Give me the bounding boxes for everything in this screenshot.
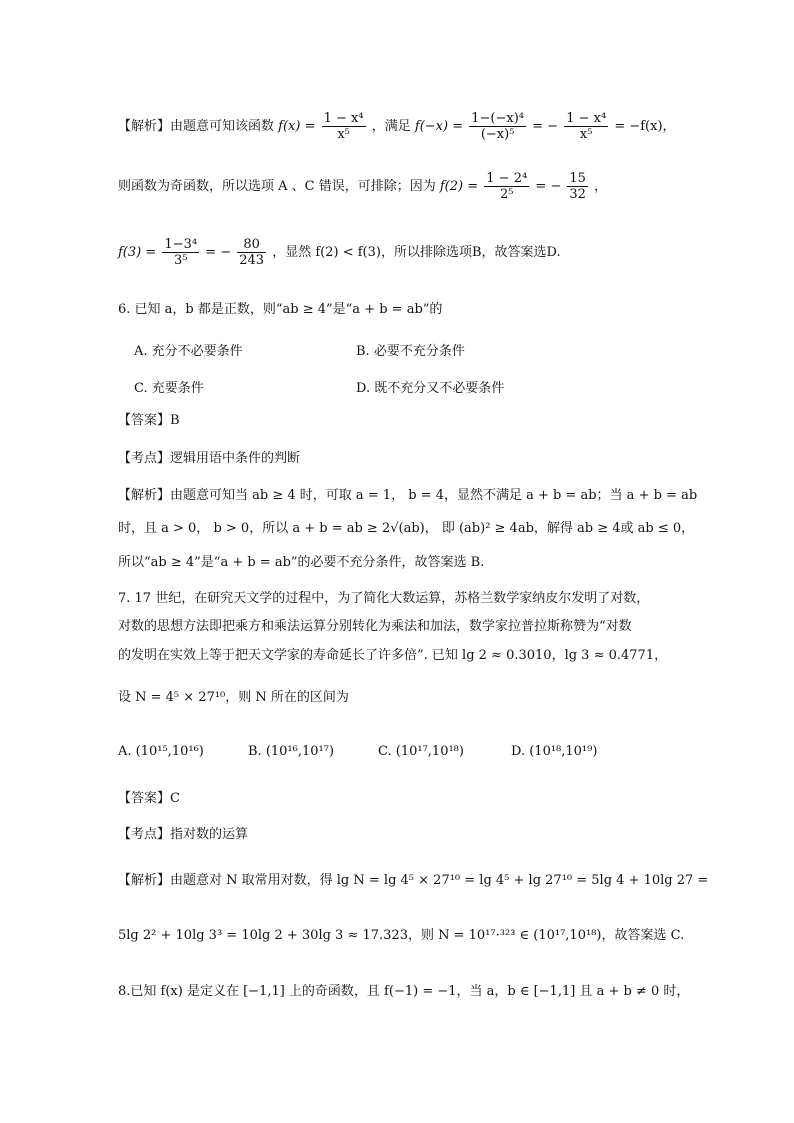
equals: = − (535, 179, 562, 194)
q7-option-c: C. (10¹⁷,10¹⁸) (378, 744, 464, 759)
function-f-2: f(2) = (439, 179, 479, 194)
q6-analysis-line-2: 时，且 a > 0， b > 0，所以 a + b = ab ≥ 2√(ab)， 即 (ab)² ≥ 4ab，解得 ab ≥ 4或 ab ≤ 0， (118, 521, 695, 536)
text: ， (594, 179, 608, 194)
q7-analysis-line-1: 【解析】由题意对 N 取常用对数，得 lg N = lg 4⁵ × 27¹⁰ = lg 4⁵ + lg 27¹⁰ = 5lg 4 + 10lg 27 = (118, 873, 709, 888)
fraction: $\frac{\text{1 − 2⁴}}{\text{2⁵}}$ (486, 171, 528, 202)
q7-stem-line-1: 7. 17 世纪，在研究天文学的过程中，为了简化大数运算，苏格兰数学家纳皮尔发明了对数， (118, 591, 650, 606)
fraction: $\frac{\text{1 − x⁴}}{\text{x⁵}}$ (323, 111, 364, 142)
fraction: $\frac{\text{1−(−x)⁴}}{\text{(−x)⁵}}$ (471, 111, 524, 142)
p5-analysis-line-2 (118, 172, 607, 201)
q6-option-d: D. 既不充分又不必要条件 (356, 381, 505, 396)
p5-analysis-line-1 (118, 112, 676, 141)
fraction: $\frac{80}{243}$ (239, 237, 265, 268)
q7-stem-line-3: 的发明在实效上等于把天文学家的寿命延长了许多倍”. 已知 lg 2 ≈ 0.3010，lg 3 ≈ 0.4771， (118, 648, 668, 663)
p5-analysis-label: 【解析】由题意可知该函数 (118, 119, 275, 134)
text: = −f(x)， (614, 119, 676, 134)
q7-stem-line-4: 设 N = 4⁵ × 27¹⁰，则 N 所在的区间为 (118, 690, 349, 705)
q6-analysis-line-1: 【解析】由题意可知当 ab ≥ 4 时，可取 a = 1， b = 4，显然不满足 a + b = ab；当 a + b = ab (118, 488, 698, 503)
text: ，满足 (371, 119, 411, 134)
q6-analysis-line-3: 所以“ab ≥ 4”是“a + b = ab”的必要不充分条件，故答案选 B. (118, 555, 485, 570)
function-f-x: f(x) = (278, 119, 316, 134)
q7-option-b: B. (10¹⁶,10¹⁷) (248, 744, 335, 759)
equals: = − (532, 119, 559, 134)
q6-answer: 【答案】B (118, 413, 180, 428)
fraction: $\frac{\text{1 − x⁴}}{\text{x⁵}}$ (566, 111, 607, 142)
q6-option-b: B. 必要不充分条件 (356, 344, 465, 359)
function-f-3: f(3) = (118, 245, 157, 260)
q6-option-a: A. 充分不必要条件 (134, 344, 243, 359)
q6-stem: 6. 已知 a，b 都是正数，则“ab ≥ 4”是“a + b = ab”的 (118, 302, 443, 317)
q7-answer: 【答案】C (118, 791, 180, 806)
text: ，显然 f(2) < f(3)，所以排除选项B，故答案选D. (272, 245, 561, 260)
q7-topic: 【考点】指对数的运算 (118, 827, 249, 842)
p5-analysis-line-3 (118, 238, 561, 267)
q6-option-c: C. 充要条件 (134, 381, 204, 396)
q6-topic: 【考点】逻辑用语中条件的判断 (118, 451, 301, 466)
q7-stem-line-2: 对数的思想方法即把乘方和乘法运算分别转化为乘法和加法，数学家拉普拉斯称赞为“对数 (118, 619, 632, 634)
fraction: $\frac{15}{32}$ (569, 171, 586, 202)
text: 则函数为奇函数，所以选项 A 、C 错误，可排除；因为 (118, 179, 436, 194)
q8-stem-line-1: 8.已知 f(x) 是定义在 [−1,1] 上的奇函数，且 f(−1) = −1，当 a，b ∈ [−1,1] 且 a + b ≠ 0 时， (118, 984, 690, 999)
q7-option-a: A. (10¹⁵,10¹⁶) (118, 744, 204, 759)
q7-option-d: D. (10¹⁸,10¹⁹) (511, 744, 598, 759)
fraction: $\frac{\text{1−3⁴}}{\text{3⁵}}$ (164, 237, 198, 268)
function-f-neg-x: f(−x) = (414, 119, 464, 134)
q7-analysis-line-2: 5lg 2² + 10lg 3³ = 10lg 2 + 30lg 3 ≈ 17.323，则 N = 10¹⁷·³²³ ∈ (10¹⁷,10¹⁸)，故答案选 C. (118, 928, 685, 943)
equals: = − (205, 245, 232, 260)
